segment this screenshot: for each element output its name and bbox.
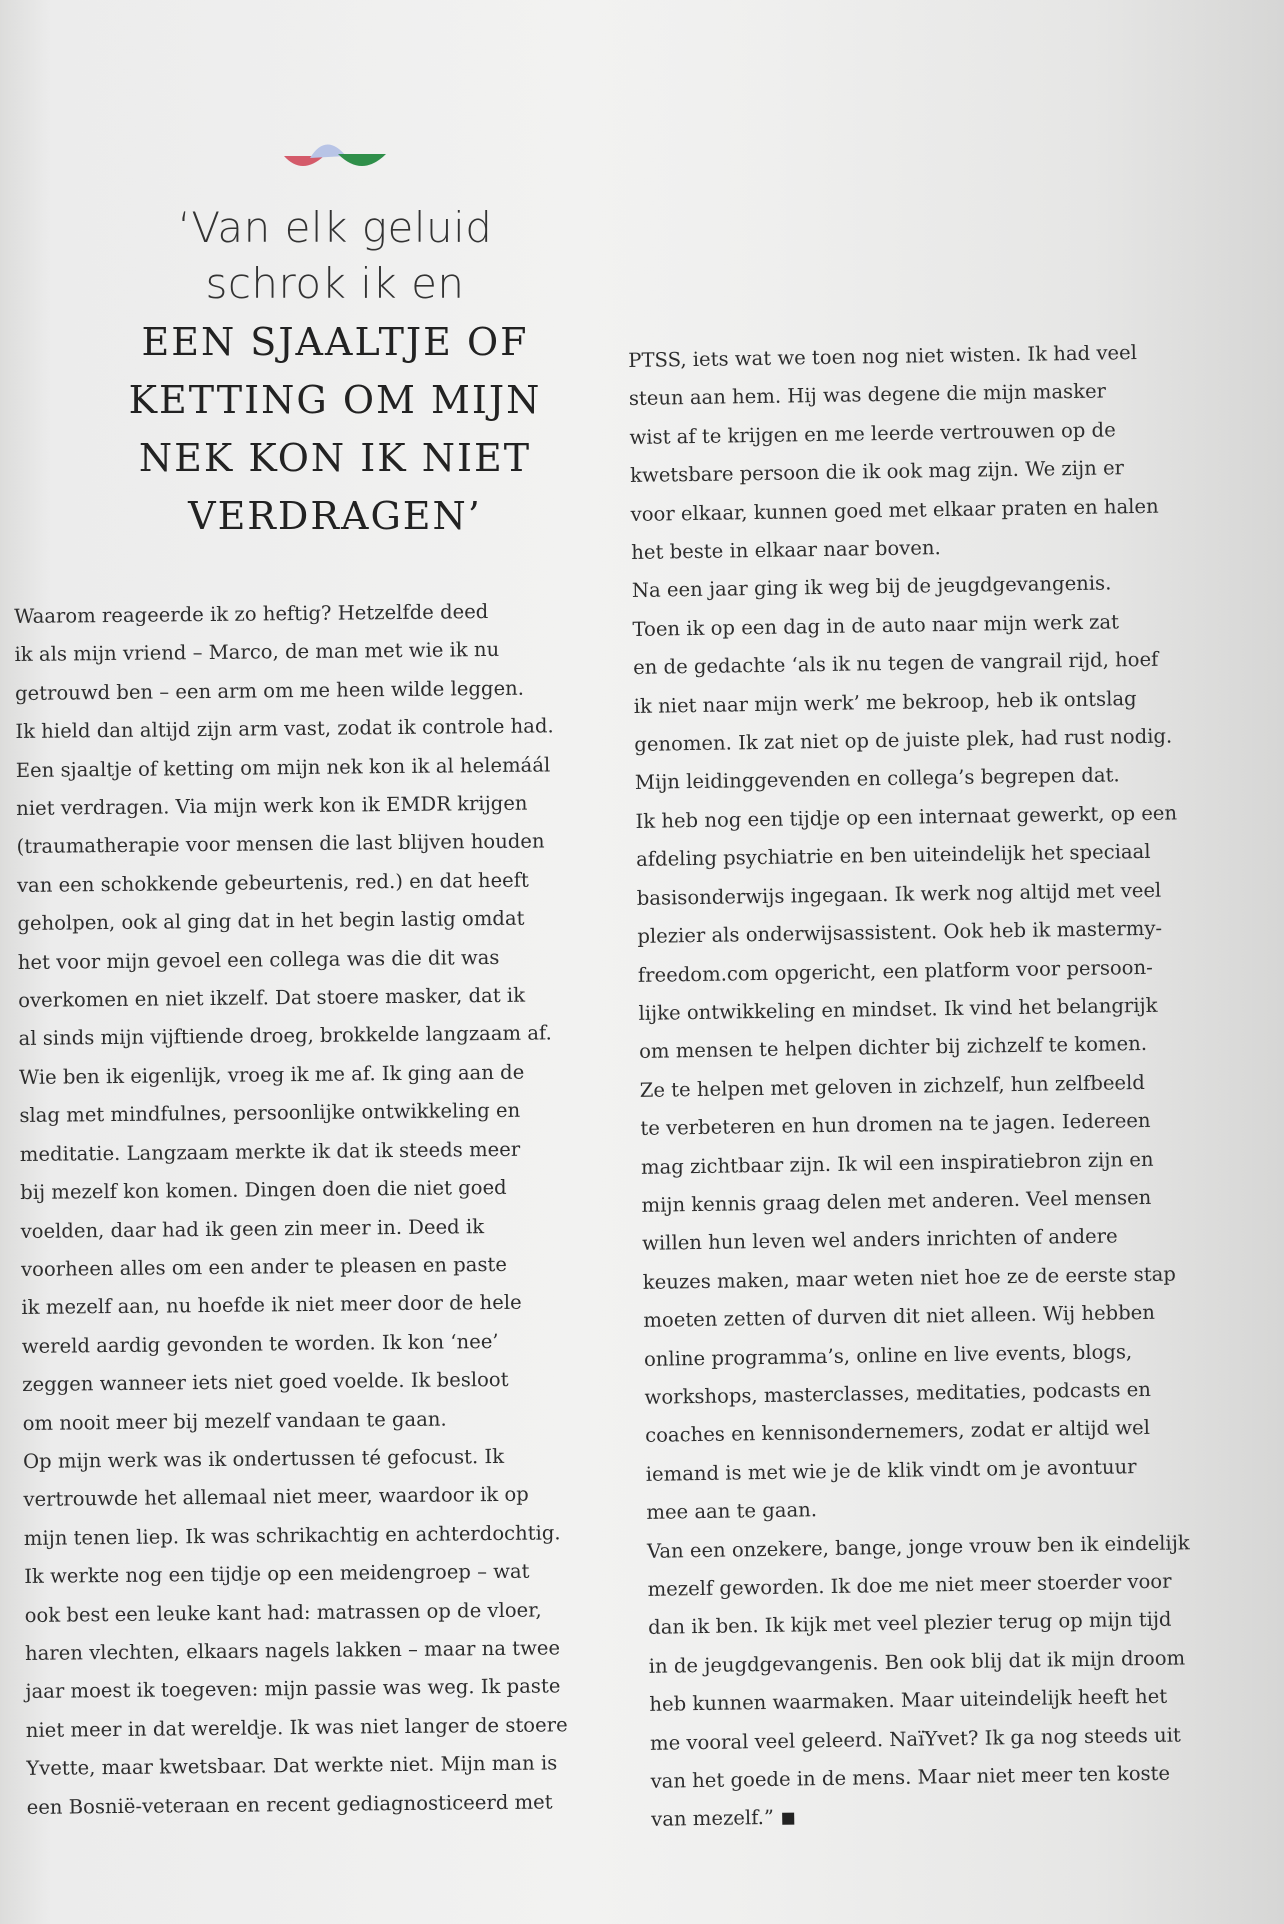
text-line: Yvette, maar kwetsbaar. Dat werkte niet. Mijn man is bbox=[26, 1751, 558, 1781]
text-line: van het goede in de mens. Maar niet meer ten koste bbox=[650, 1761, 1171, 1793]
text-line: me vooral veel geleerd. NaïYvet? Ik ga nog steeds uit bbox=[649, 1723, 1181, 1755]
text-line: te verbeteren en hun dromen na te jagen. Iedereen bbox=[640, 1109, 1151, 1141]
text-line: wist af te krijgen en me leerde vertrouwen op de bbox=[629, 418, 1116, 449]
text-line: genomen. Ik zat niet op de juiste plek, had rust nodig. bbox=[634, 724, 1173, 757]
text-line: voor elkaar, kunnen goed met elkaar praten en halen bbox=[630, 494, 1159, 526]
text-line: in de jeugdgevangenis. Ben ook blij dat ik mijn droom bbox=[648, 1646, 1186, 1678]
text-line: Ik werkte nog een tijdje op een meidengroep – wat bbox=[24, 1559, 530, 1589]
text-line: Ik hield dan altijd zijn arm vast, zodat ik controle had. bbox=[15, 714, 554, 744]
article-left-column bbox=[14, 592, 617, 1827]
text-line: freedom.com opgericht, een platform voor persoon- bbox=[637, 955, 1153, 987]
text-line: ik niet naar mijn werk’ me bekroop, heb ik ontslag bbox=[633, 686, 1137, 718]
text-line: Toen ik op een dag in de auto naar mijn werk zat bbox=[632, 610, 1120, 641]
text-line: dan ik ben. Ik kijk met veel plezier terug op mijn tijd bbox=[648, 1608, 1172, 1640]
article-right-column bbox=[628, 332, 1284, 1840]
text-line: zeggen wanneer iets niet goed voelde. Ik besloot bbox=[22, 1367, 509, 1397]
pull-quote-line: ‘Van elk geluid bbox=[177, 203, 493, 252]
text-line: bij mezelf kon komen. Dingen doen die niet goed bbox=[20, 1175, 507, 1205]
text-line: keuzes maken, maar weten niet hoe ze de eerste stap bbox=[642, 1262, 1177, 1294]
text-line: Een sjaaltje of ketting om mijn nek kon ik al helemáál bbox=[15, 753, 551, 782]
text-line: geholpen, ook al ging dat in het begin lastig omdat bbox=[17, 906, 525, 936]
text-line: Van een onzekere, bange, jonge vrouw ben ik eindelijk bbox=[646, 1530, 1190, 1563]
text-line: al sinds mijn vijftiende droeg, brokkelde langzaam af. bbox=[18, 1021, 552, 1051]
pull-quote-caps-line: KETTING OM MIJN bbox=[128, 378, 542, 422]
text-line: lijke ontwikkeling en mindset. Ik vind het belangrijk bbox=[638, 993, 1158, 1025]
text-line: niet verdragen. Via mijn werk kon ik EMDR krijgen bbox=[16, 791, 528, 821]
text-line: kwetsbare persoon die ik ook mag zijn. We zijn er bbox=[629, 456, 1125, 488]
text-line: mijn tenen liep. Ik was schrikachtig en achterdochtig. bbox=[23, 1521, 561, 1550]
text-line: PTSS, iets wat we toen nog niet wisten. Ik had veel bbox=[628, 341, 1138, 372]
text-line: om nooit meer bij mezelf vandaan te gaan. bbox=[22, 1407, 447, 1435]
text-line: iemand is met wie je de klik vindt om je avontuur bbox=[645, 1454, 1137, 1486]
text-line: steun aan hem. Hij was degene die mijn masker bbox=[628, 379, 1107, 411]
text-line: haren vlechten, elkaars nagels lakken – maar na twee bbox=[24, 1636, 561, 1665]
text-line: wereld aardig gevonden te worden. Ik kon ‘nee’ bbox=[21, 1329, 499, 1358]
text-line: (traumatherapie voor mensen die last blijven houden bbox=[16, 829, 545, 859]
text-line: mag zichtbaar zijn. Ik wil een inspiratiebron zijn en bbox=[640, 1147, 1154, 1179]
pull-quote-caps-line: VERDRAGEN’ bbox=[188, 494, 482, 538]
logo-green-shape bbox=[338, 154, 386, 166]
text-line: Ik heb nog een tijdje op een internaat gewerkt, op een bbox=[635, 801, 1178, 833]
pull-quote-caps-line: EEN SJAALTJE OF bbox=[141, 320, 529, 364]
text-line: getrouwd ben – een arm om me heen wilde leggen. bbox=[14, 676, 525, 705]
text-line: voorheen alles om een ander te pleasen en paste bbox=[20, 1252, 508, 1281]
text-line: voelden, daar had ik geen zin meer in. Deed ik bbox=[20, 1214, 485, 1243]
text-line: slag met mindfulnes, persoonlijke ontwikkeling en bbox=[19, 1099, 521, 1128]
text-line: coaches en kennisondernemers, zodat er altijd wel bbox=[645, 1416, 1151, 1448]
text-line: online programma’s, online en live events, blogs, bbox=[643, 1339, 1133, 1371]
pull-quote-caps-line: NEK KON IK NIET bbox=[138, 436, 532, 480]
magazine-logo-icon bbox=[282, 134, 392, 180]
text-line: basisonderwijs ingegaan. Ik werk nog altijd met veel bbox=[636, 878, 1162, 910]
text-line: Ze te helpen met geloven in zichzelf, hun zelfbeeld bbox=[639, 1070, 1146, 1102]
text-line: jaar moest ik toegeven: mijn passie was weg. Ik paste bbox=[25, 1674, 561, 1704]
article-end-mark-icon bbox=[782, 1813, 794, 1825]
pull-quote-line: schrok ik en bbox=[205, 259, 465, 308]
text-line: ik als mijn vriend – Marco, de man met wie ik nu bbox=[14, 638, 500, 667]
text-line: plezier als onderwijsassistent. Ook heb ik mastermy- bbox=[637, 916, 1163, 949]
text-line: niet meer in dat wereldje. Ik was niet langer de stoere bbox=[25, 1713, 568, 1742]
text-line: meditatie. Langzaam merkte ik dat ik steeds meer bbox=[19, 1137, 521, 1166]
pull-quote bbox=[90, 200, 580, 544]
text-line: mee aan te gaan. bbox=[646, 1498, 818, 1525]
text-line: ik mezelf aan, nu hoefde ik niet meer door de hele bbox=[21, 1291, 522, 1320]
text-line: Op mijn werk was ik ondertussen té gefocust. Ik bbox=[22, 1444, 505, 1473]
text-line: workshops, masterclasses, meditaties, podcasts en bbox=[644, 1377, 1152, 1409]
text-line: Mijn leidinggevenden en collega’s begrepen dat. bbox=[634, 763, 1120, 795]
text-line: mezelf geworden. Ik doe me niet meer stoerder voor bbox=[647, 1569, 1172, 1601]
text-line: vertrouwde het allemaal niet meer, waardoor ik op bbox=[23, 1483, 529, 1512]
text-line: Waarom reageerde ik zo heftig? Hetzelfde deed bbox=[14, 600, 489, 628]
text-line: ook best een leuke kant had: matrassen op de vloer, bbox=[24, 1598, 542, 1627]
text-line: van een schokkende gebeurtenis, red.) en dat heeft bbox=[16, 868, 529, 897]
text-line: een Bosnië-veteraan en recent gediagnosticeerd met bbox=[26, 1790, 553, 1819]
text-line: mijn kennis graag delen met anderen. Veel mensen bbox=[641, 1185, 1152, 1217]
text-line: het voor mijn gevoel een collega was die dit was bbox=[17, 945, 500, 974]
text-line: moeten zetten of durven dit niet alleen. Wij hebben bbox=[643, 1301, 1156, 1333]
text-line: willen hun leven wel anders inrichten of andere bbox=[641, 1224, 1118, 1256]
text-line: Wie ben ik eigenlijk, vroeg ik me af. Ik ging aan de bbox=[18, 1060, 525, 1089]
text-line: om mensen te helpen dichter bij zichzelf te komen. bbox=[638, 1032, 1148, 1064]
text-line: afdeling psychiatrie en ben uiteindelijk het speciaal bbox=[635, 840, 1151, 872]
text-line: heb kunnen waarmaken. Maar uiteindelijk heeft het bbox=[649, 1684, 1168, 1717]
text-line: overkomen en niet ikzelf. Dat stoere masker, dat ik bbox=[18, 983, 526, 1013]
text-line: Na een jaar ging ik weg bij de jeugdgevangenis. bbox=[631, 571, 1112, 603]
text-line: het beste in elkaar naar boven. bbox=[631, 536, 941, 565]
text-line: en de gedachte ‘als ik nu tegen de vangrail rijd, hoef bbox=[632, 647, 1159, 680]
text-line: van mezelf.” bbox=[651, 1791, 1284, 1839]
